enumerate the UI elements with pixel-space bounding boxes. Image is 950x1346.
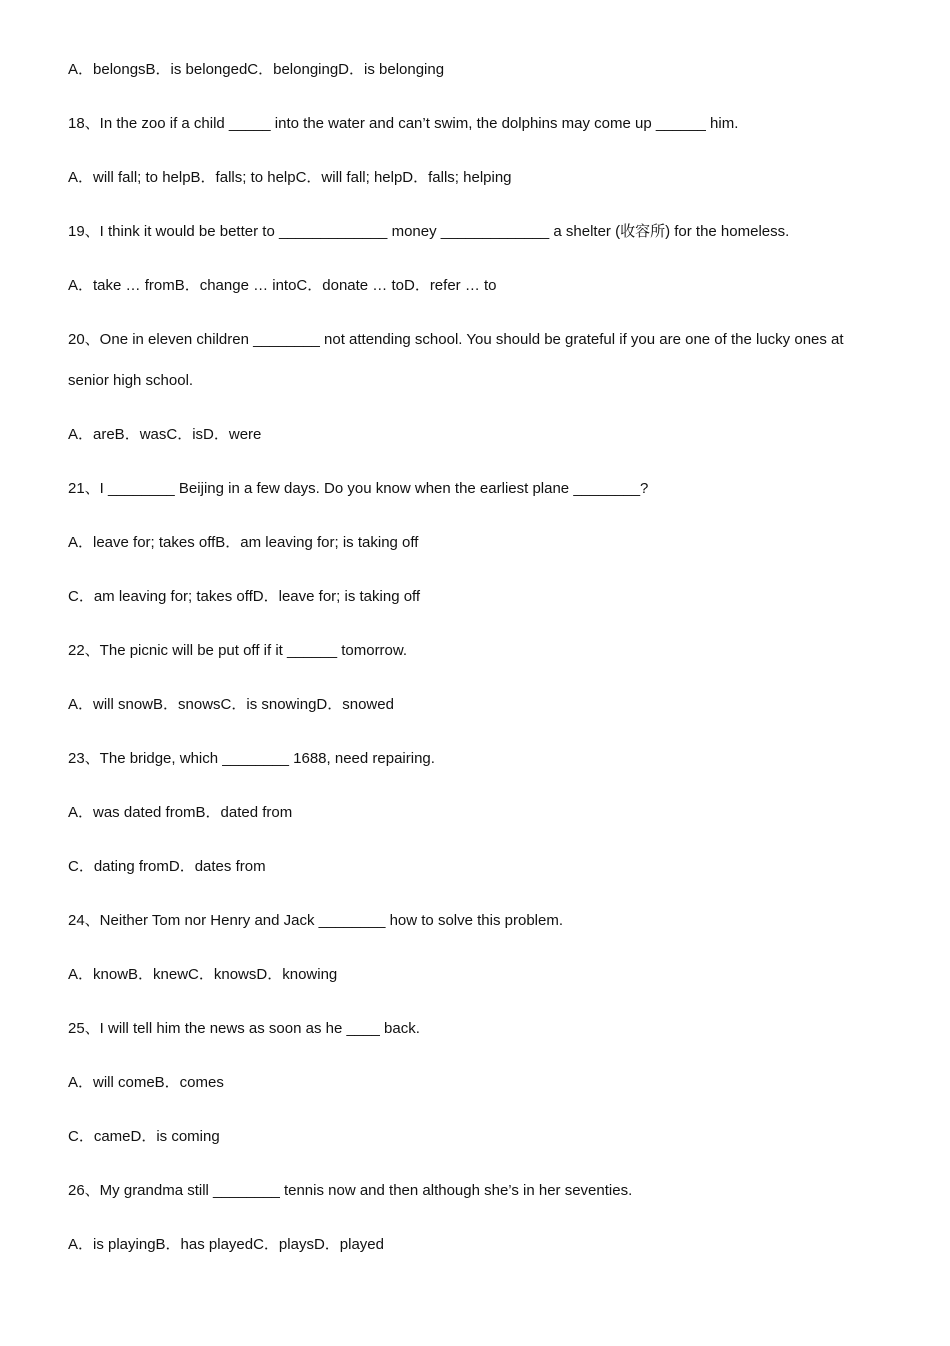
question-19: 19、I think it would be better to _____________ money _____________ a shelter (收容所) for the homeless. [68, 223, 790, 240]
question-20-continued: senior high school. [68, 372, 194, 389]
answer-options-18: A．will fall; to helpB．falls; to helpC．will fall; helpD．falls; helping [68, 169, 512, 186]
question-24: 24、Neither Tom nor Henry and Jack ________ how to solve this problem. [68, 912, 563, 929]
answer-options-20: A．areB．wasC．isD．were [68, 426, 262, 443]
question-20: 20、One in eleven children ________ not attending school. You should be grateful if you are one of the lucky ones at [68, 331, 844, 348]
question-25: 25、I will tell him the news as soon as he ____ back. [68, 1020, 420, 1037]
answer-options-17: A．belongsB．is belongedC．belongingD．is belonging [68, 61, 445, 78]
question-22: 22、The picnic will be put off if it ______ tomorrow. [68, 642, 408, 659]
answer-options-21-cd: C．am leaving for; takes offD．leave for; is taking off [68, 588, 421, 605]
answer-options-19: A．take … fromB．change … intoC．donate … toD．refer … to [68, 277, 497, 294]
answer-options-26: A．is playingB．has playedC．playsD．played [68, 1236, 384, 1253]
answer-options-22: A．will snowB．snowsC．is snowingD．snowed [68, 696, 394, 713]
answer-options-23-ab: A．was dated fromB．dated from [68, 804, 293, 821]
answer-options-25-cd: C．cameD．is coming [68, 1128, 220, 1145]
question-23: 23、The bridge, which ________ 1688, need repairing. [68, 750, 435, 767]
question-26: 26、My grandma still ________ tennis now and then although she’s in her seventies. [68, 1182, 633, 1199]
answer-options-25-ab: A．will comeB．comes [68, 1074, 224, 1091]
answer-options-23-cd: C．dating fromD．dates from [68, 858, 266, 875]
question-18: 18、In the zoo if a child _____ into the water and can’t swim, the dolphins may come up ______ him. [68, 115, 739, 132]
answer-options-24: A．knowB．knewC．knowsD．knowing [68, 966, 338, 983]
question-21: 21、I ________ Beijing in a few days. Do you know when the earliest plane ________? [68, 480, 649, 497]
answer-options-21-ab: A．leave for; takes offB．am leaving for; is taking off [68, 534, 419, 551]
